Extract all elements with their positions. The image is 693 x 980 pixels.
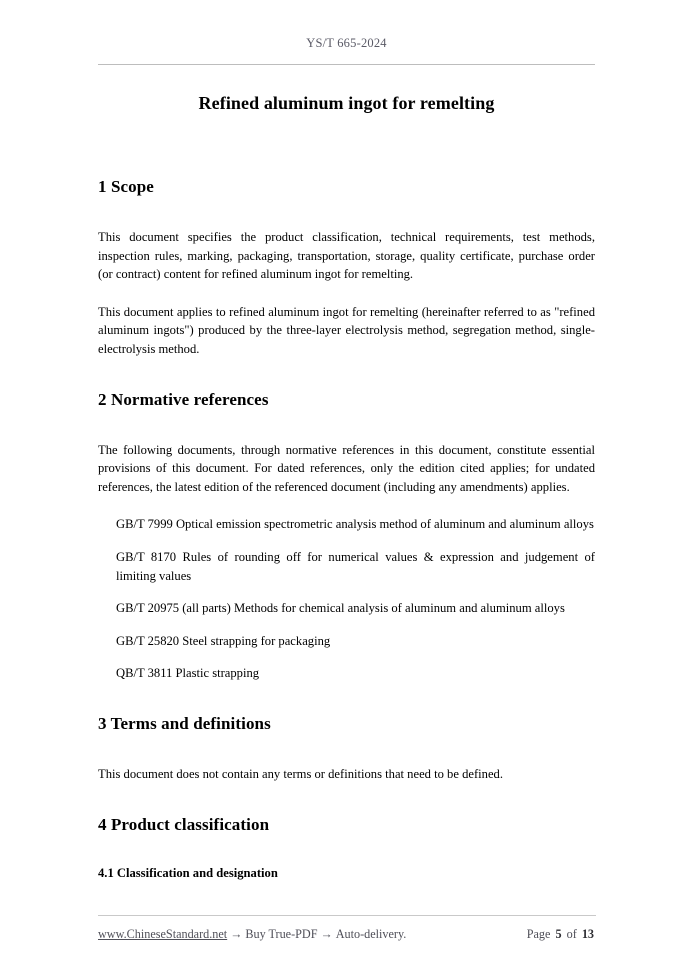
normative-reference-item: QB/T 3811 Plastic strapping xyxy=(116,666,260,681)
total-page-count: 13 xyxy=(581,927,594,941)
page-label: Page xyxy=(526,927,551,941)
section-heading-scope: 1 Scope xyxy=(98,177,154,196)
footer-website-link[interactable]: www.ChineseStandard.net xyxy=(98,927,228,941)
footer-promo xyxy=(98,927,406,942)
footer-promo-text-2: Auto-delivery. xyxy=(335,927,407,941)
footer-promo-text-1: Buy True-PDF xyxy=(245,927,318,941)
scope-paragraph-1: This document specifies the product classification, technical requirements, test methods, inspection rules, marking, packaging, transportation, storage, quality certificate, purchase order (or contract) content for refined aluminum ingot for remelting. xyxy=(98,230,595,282)
header-divider xyxy=(98,64,595,65)
normative-references-intro: The following documents, through normative references in this document, constitute essential provisions of this document. For dated references, only the edition cited applies; for undated references, the latest edition of the referenced document (including any amendments) applies. xyxy=(98,442,595,494)
footer-divider xyxy=(98,915,596,916)
normative-reference-item: GB/T 20975 (all parts) Methods for chemical analysis of aluminum and aluminum alloys xyxy=(116,601,565,616)
of-label: of xyxy=(566,927,577,941)
normative-reference-item: GB/T 8170 Rules of rounding off for numerical values & expression and judgement of limiting values xyxy=(116,549,595,583)
terms-and-definitions-paragraph: This document does not contain any terms or definitions that need to be defined. xyxy=(98,766,503,781)
page-title: Refined aluminum ingot for remelting xyxy=(198,93,495,113)
normative-reference-item: GB/T 7999 Optical emission spectrometric analysis method of aluminum and aluminum alloys xyxy=(116,517,594,532)
right-arrow-icon: → xyxy=(230,927,243,941)
current-page-number: 5 xyxy=(555,927,562,941)
section-heading-normative-references: 2 Normative references xyxy=(98,389,269,409)
standard-code: YS/T 665-2024 xyxy=(306,36,387,50)
page-indicator xyxy=(527,927,596,942)
running-footer xyxy=(98,915,596,942)
subsection-heading-classification-and-designation: 4.1 Classification and designation xyxy=(98,865,278,880)
scope-paragraph-2: This document applies to refined aluminum ingot for remelting (hereinafter referred to as "refined aluminum ingots") produced by the three-layer electrolysis method, segregation method, single-electrolysis method. xyxy=(98,304,595,356)
running-header xyxy=(98,0,595,51)
normative-reference-item: GB/T 25820 Steel strapping for packaging xyxy=(116,633,331,648)
section-heading-product-classification: 4 Product classification xyxy=(98,814,270,834)
section-heading-terms-and-definitions: 3 Terms and definitions xyxy=(98,713,271,733)
right-arrow-icon: → xyxy=(320,927,333,941)
